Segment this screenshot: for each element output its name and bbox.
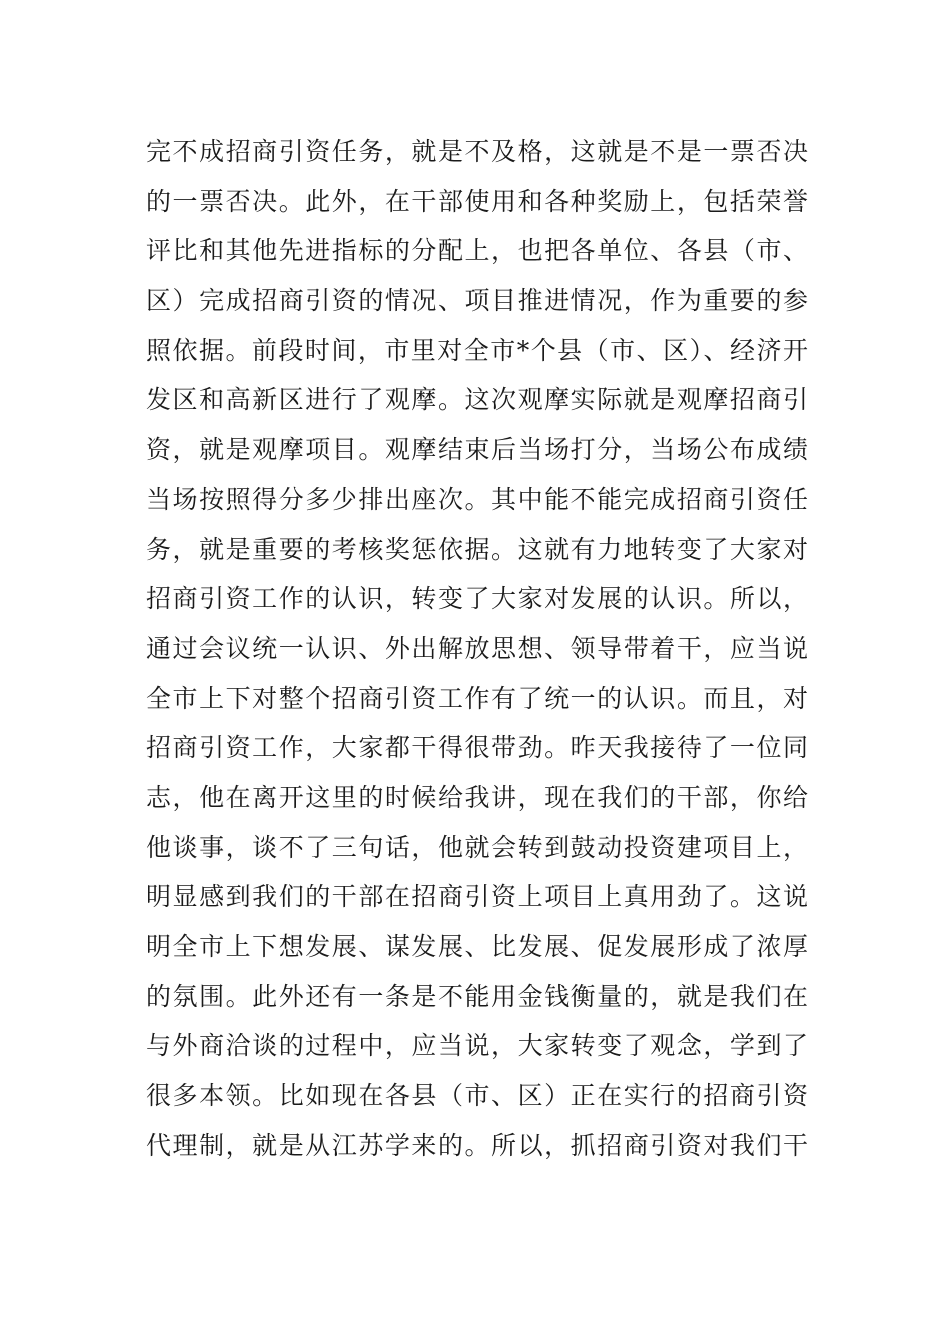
text-line: 很多本领。比如现在各县（市、区）正在实行的招商引资: [146, 1081, 808, 1111]
text-line: 区）完成招商引资的情况、项目推进情况，作为重要的参: [146, 286, 808, 316]
text-line: 通过会议统一认识、外出解放思想、领导带着干，应当说: [146, 633, 808, 663]
text-line: 志，他在离开这里的时候给我讲，现在我们的干部，你给: [146, 782, 808, 812]
text-line: 的氛围。此外还有一条是不能用金钱衡量的，就是我们在: [146, 981, 808, 1011]
text-line: 招商引资工作，大家都干得很带劲。昨天我接待了一位同: [146, 733, 808, 763]
text-line: 他谈事，谈不了三句话，他就会转到鼓动投资建项目上，: [146, 832, 808, 862]
text-line: 评比和其他先进指标的分配上，也把各单位、各县（市、: [146, 236, 808, 266]
text-line: 发区和高新区进行了观摩。这次观摩实际就是观摩招商引: [146, 385, 808, 415]
text-line: 与外商洽谈的过程中，应当说，大家转变了观念，学到了: [146, 1031, 808, 1061]
text-line: 明全市上下想发展、谋发展、比发展、促发展形成了浓厚: [146, 932, 808, 961]
text-line: 明显感到我们的干部在招商引资上项目上真用劲了。这说: [146, 882, 808, 912]
text-line: 完不成招商引资任务，就是不及格，这就是不是一票否决: [146, 137, 808, 166]
body-paragraph: [146, 127, 808, 1170]
text-line: 的一票否决。此外，在干部使用和各种奖励上，包括荣誉: [146, 186, 808, 216]
text-line: 务，就是重要的考核奖惩依据。这就有力地转变了大家对: [146, 534, 808, 564]
text-line: 当场按照得分多少排出座次。其中能不能完成招商引资任: [146, 484, 808, 514]
text-line: 全市上下对整个招商引资工作有了统一的认识。而且，对: [146, 683, 808, 713]
text-line: 代理制，就是从江苏学来的。所以，抓招商引资对我们干: [146, 1130, 808, 1160]
text-line: 照依据。前段时间，市里对全市*个县（市、区）、经济开: [146, 335, 808, 365]
text-line: 招商引资工作的认识，转变了大家对发展的认识。所以，: [146, 584, 808, 614]
text-line: 资，就是观摩项目。观摩结束后当场打分，当场公布成绩: [146, 435, 808, 465]
